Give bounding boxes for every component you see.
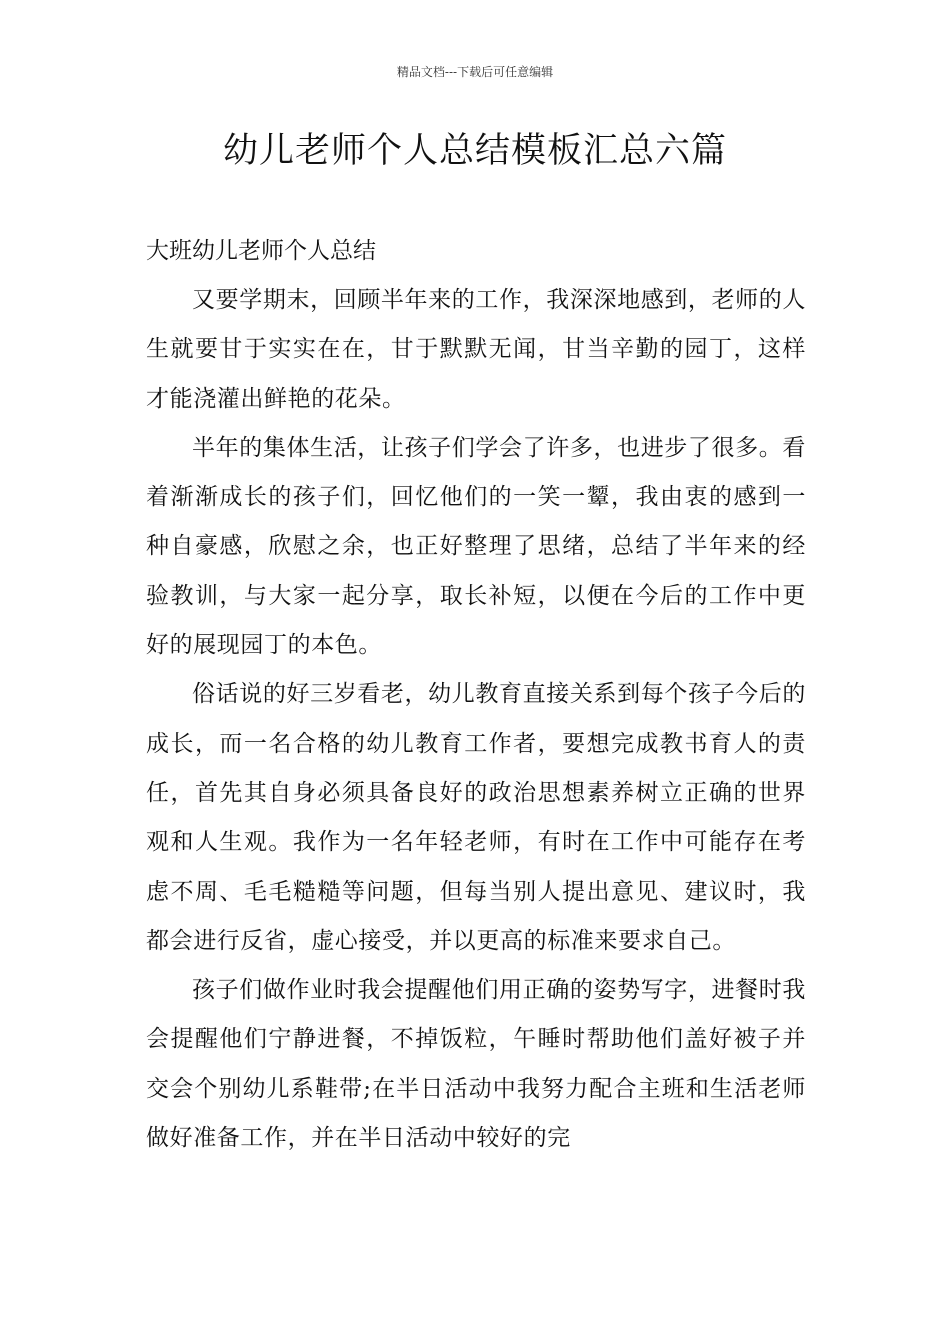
document-title: 幼儿老师个人总结模板汇总六篇 bbox=[222, 131, 727, 171]
paragraph-3: 俗话说的好三岁看老，幼儿教育直接关系到每个孩子今后的成长，而一名合格的幼儿教育工作者，要想完成教书育人的责任，首先其自身必须具备良好的政治思想素养树立正确的世界观和人生观。我作为一名年轻老师，有时在工作中可能存在考虑不周、毛毛糙糙等问题，但每当别人提出意见、建议时，我都会进行反省，虚心接受，并以更高的标准来要求自己。 bbox=[146, 681, 806, 954]
section-heading: 大班幼儿老师个人总结 bbox=[146, 238, 376, 264]
paragraph-2: 半年的集体生活，让孩子们学会了许多，也进步了很多。看着渐渐成长的孩子们，回忆他们的一笑一颦，我由衷的感到一种自豪感，欣慰之余，也正好整理了思绪，总结了半年来的经验教训，与大家一起分享，取长补短，以便在今后的工作中更好的展现园丁的本色。 bbox=[146, 434, 806, 659]
paragraph-4: 孩子们做作业时我会提醒他们用正确的姿势写字，进餐时我会提醒他们宁静进餐，不掉饭粒，午睡时帮助他们盖好被子并交会个别幼儿系鞋带;在半日活动中我努力配合主班和生活老师做好准备工作，并在半日活动中较好的完 bbox=[146, 977, 806, 1152]
paragraph-1: 又要学期末，回顾半年来的工作，我深深地感到，老师的人生就要甘于实实在在，甘于默默无闻，甘当辛勤的园丁，这样才能浇灌出鲜艳的花朵。 bbox=[146, 287, 806, 412]
document-body bbox=[146, 226, 806, 1163]
page-header-note: 精品文档---下载后可任意编辑 bbox=[396, 65, 554, 79]
